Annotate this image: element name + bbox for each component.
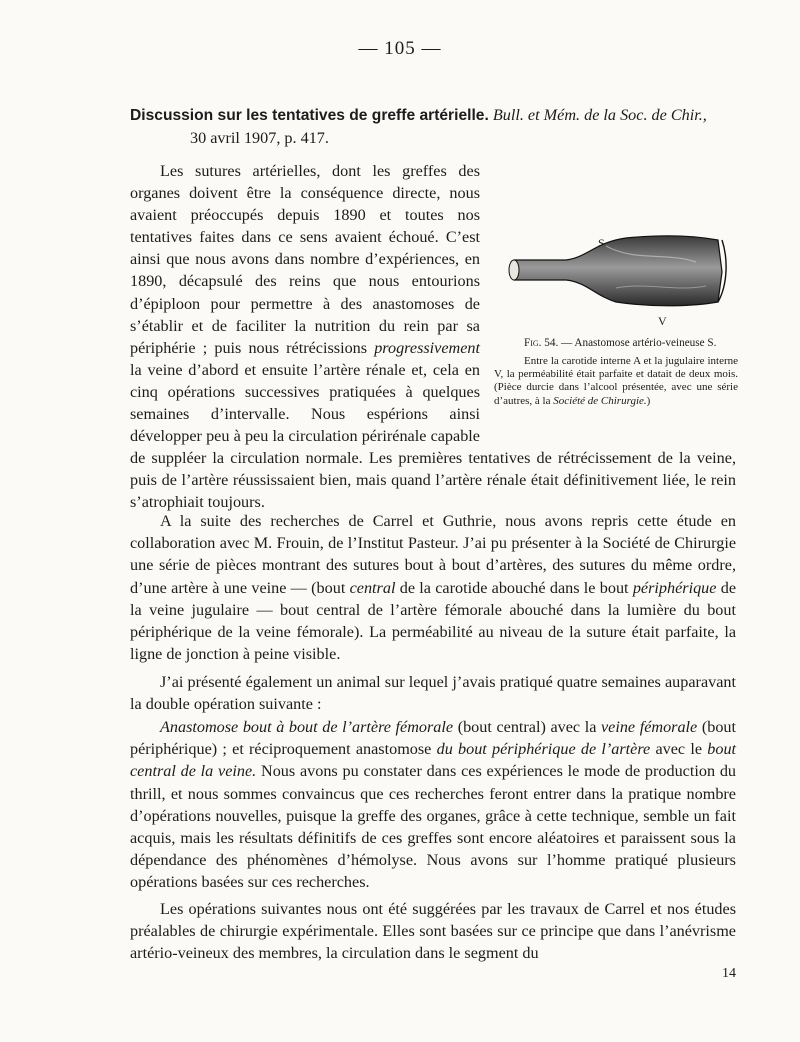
paragraph-2: A la suite des recherches de Carrel et Guthrie, nous avons repris cette étude en collaboration avec M. Frouin, de l’Institut Pasteur. J’ai pu présenter à la Société de Chirurgie une série de pièces montrant des sutures bout à bout d’artères, des sutures du même ordre, d’une artère à une veine — (bout central de la carotide abouché dans le bout périphérique de la veine jugulaire — bout central de l’artère fémorale abouché dans la lumière du bout périphérique de la veine fémorale). La perméabilité au niveau de la suture était parfaite, la ligne de jonction à peine visible.	[130, 512, 737, 664]
reference-journal: Bull. et Mém. de la Soc. de Chir.,	[492, 106, 707, 124]
caption-title: — Anastomose artério-veineuse S.	[558, 337, 717, 349]
caption-fig-number: Fig. 54.	[524, 337, 559, 349]
reference-title: Discussion sur les tentatives de greffe artérielle.	[130, 107, 489, 124]
signature-mark: 14	[722, 966, 736, 981]
figure-label-v: V	[658, 314, 667, 328]
caption-body: Entre la carotide interne A et la jugulaire interne V, la perméabilité était parfaite et datait de deux mois. (Pièce durcie dans l’alcool présentée, avec une série d’autres, à la	[494, 355, 738, 407]
reference-date: 30 avril 1907, p. 417.	[190, 129, 329, 147]
page-number: — 105 —	[358, 38, 442, 59]
paragraph-1-emphasis: progressivement	[374, 338, 480, 357]
figure-label-s: S	[598, 236, 605, 250]
paragraph-3: J’ai présenté également un animal sur lequel j’avais pratiqué quatre semaines auparavant la double opération suivante :	[130, 673, 736, 714]
paragraph-1-text: Les sutures artérielles, dont les greffes des organes doivent être la conséquence directe, nous avaient préoccupés depuis 1890 et toutes nos tentatives faites dans ce sens avaient échoué. C’est ainsi que nous avons dans nombre d’expériences, en 1890, décapsulé des reins que nous entourions d’épiploon pour permettre à des anastomoses de s’établir et de faciliter la nutrition du rein par sa périphérie ; puis nous rétrécissions	[130, 162, 480, 357]
figure-caption: Fig. 54. — Anastomose artério-veineuse S. Entre la carotide interne A et la jugulaire interne V, la perméabilité était parfaite et datait de deux mois. (Pièce durcie dans l’alcool présentée, avec une série d’autres, à la Société de Chirurgie.)	[494, 337, 738, 407]
reference-heading	[130, 104, 750, 149]
caption-society: Société de Chirurgie.	[553, 394, 647, 407]
anastomosis-illustration	[496, 232, 732, 312]
figure-54	[492, 160, 736, 442]
paragraph-1	[130, 160, 736, 514]
paragraph-5: Les opérations suivantes nous ont été suggérées par les travaux de Carrel et nos études préalables de chirurgie expérimentale. Elles sont basées sur ce principe que dans l’anévrisme artério-veineux des membres, la circulation dans le segment du	[130, 900, 736, 963]
paragraph-4: Anastomose bout à bout de l’artère fémorale (bout central) avec la veine fémorale (bout périphérique) ; et réciproquement anastomose du bout périphérique de l’artère avec le bout central de la veine. Nous avons pu constater dans ces expériences le mode de production du thrill, et nous sommes convaincus que ces recherches feront entrer dans la pratique nombre d’opérations nouvelles, puisque la greffe des organes, grâce à cette technique, semble un fait acquis, mais les résultats définitifs de ces greffes sont encore aléatoires et paraissent sous la dépendance des phénomènes d’hémolyse. Nous avons sur l’homme pratiqué plusieurs opérations basées sur ces recherches.	[130, 718, 737, 892]
paragraph-1-rest: la veine d’abord et ensuite l’artère rénale et, cela en cinq opérations successives pratiquées à quelques semaines d’intervalle. Nous espérions ainsi développer peu à peu la circulation périrénale capable de suppléer la circulation normale. Les premières tentatives de rétrécissement de la veine, puis de l’artère réussissaient bien, mais quand l’artère rénale était définitivement liée, le rein s’atrophiait toujours.	[130, 360, 736, 512]
